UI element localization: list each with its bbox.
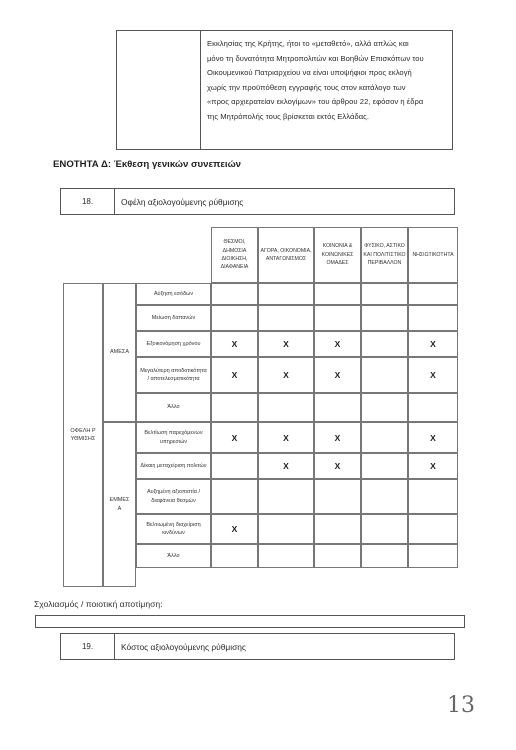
group-label-indirect	[103, 422, 136, 587]
benefit-mark-cell	[361, 479, 408, 514]
benefit-mark-cell: X	[408, 422, 458, 453]
benefit-mark-cell: X	[258, 331, 314, 357]
benefit-row-label: Βελτιωμένη διαχείριση κινδύνων	[136, 514, 211, 544]
benefit-row-label: Εξοικονόμηση χρόνου	[136, 331, 211, 357]
benefit-mark-cell	[258, 514, 314, 544]
section-title: ΕΝΟΤΗΤΑ Δ: Έκθεση γενικών συνεπειών	[53, 159, 242, 170]
benefit-row-label: Αύξηση εσόδων	[136, 283, 211, 305]
item-18-row	[60, 188, 455, 215]
benefit-mark-cell	[408, 393, 458, 422]
column-header: ΝΗΣΙΩΤΙΚΟΤΗΤΑ	[408, 227, 458, 283]
continuation-line: της Μητρόπολής τους βρίσκεται εκτός Ελλάδας.	[207, 111, 370, 121]
benefit-mark-cell: X	[211, 357, 258, 393]
item-19-row	[60, 633, 455, 660]
continuation-line: χωρίς την προϋπόθεση εγγραφής τους στον κατάλογο των	[207, 82, 406, 92]
benefit-mark-cell	[361, 422, 408, 453]
benefit-mark-cell	[408, 544, 458, 568]
column-header: ΦΥΣΙΚΟ, ΑΣΤΙΚΟ ΚΑΙ ΠΟΛΙΤΙΣΤΙΚΟ ΠΕΡΙΒΑΛΛΟΝ	[361, 227, 408, 283]
benefit-row-label: Μεγαλύτερη αποδοτικότητα / αποτελεσματικότητα	[136, 357, 211, 393]
benefit-mark-cell	[408, 479, 458, 514]
benefit-mark-cell: X	[314, 422, 361, 453]
benefit-mark-cell: X	[211, 331, 258, 357]
benefit-mark-cell	[314, 305, 361, 331]
continuation-line: Οικουμενικού Πατριαρχείου να είναι υποψήφιοι προς εκλογή	[207, 68, 412, 78]
benefit-mark-cell: X	[408, 453, 458, 479]
continuation-line: Εκκλησίας της Κρήτης, ήτοι το «μεταθετό», αλλά απλώς και	[207, 39, 409, 48]
benefit-mark-cell	[211, 305, 258, 331]
benefit-row-label: Αυξημένη αξιοπιστία / διαφάνεια θεσμών	[136, 479, 211, 514]
benefit-mark-cell: X	[258, 357, 314, 393]
benefit-mark-cell	[361, 305, 408, 331]
row-header	[63, 283, 103, 587]
column-header: ΘΕΣΜΟΙ, ΔΗΜΟΣΙΑ ΔΙΟΙΚΗΣΗ, ΔΙΑΦΑΝΕΙΑ	[211, 227, 258, 283]
benefit-row-label: Μείωση δαπανών	[136, 305, 211, 331]
benefit-mark-cell	[408, 514, 458, 544]
benefit-mark-cell	[258, 479, 314, 514]
benefit-row-label: Άλλο	[136, 544, 211, 568]
benefit-mark-cell	[258, 544, 314, 568]
comment-label: Σχολιασμός / ποιοτική αποτίμηση:	[34, 599, 163, 609]
column-header: ΚΟΙΝΩΝΙΑ & ΚΟΙΝΩΝΙΚΕΣ ΟΜΑΔΕΣ	[314, 227, 361, 283]
benefit-mark-cell	[258, 283, 314, 305]
benefit-mark-cell: X	[314, 331, 361, 357]
continuation-text	[207, 37, 447, 125]
item-18-label: Οφέλη αξιολογούμενης ρύθμισης	[121, 196, 244, 207]
continuation-table	[116, 30, 453, 150]
benefit-mark-cell	[211, 544, 258, 568]
benefits-table	[63, 227, 458, 587]
item-19-label: Κόστος αξιολογούμενης ρύθμισης	[121, 641, 246, 652]
page-number: 13	[447, 693, 475, 718]
benefit-mark-cell	[408, 305, 458, 331]
benefit-mark-cell	[361, 514, 408, 544]
benefit-mark-cell	[361, 453, 408, 479]
continuation-line: «προς αρχιερατείαν εκλογίμων» του άρθρου 22, εφόσον η έδρα	[207, 97, 424, 107]
benefit-mark-cell	[314, 393, 361, 422]
benefit-mark-cell	[314, 479, 361, 514]
benefit-row-label: Άλλο	[136, 393, 211, 422]
benefit-mark-cell	[361, 357, 408, 393]
benefit-mark-cell: X	[408, 357, 458, 393]
benefit-row-label: Βελτίωση παρεχόμενων υπηρεσιών	[136, 422, 211, 453]
row-header-label: ΟΦΕΛΗ ΡΥΘΜΙΣΗΣ	[70, 427, 96, 442]
benefit-mark-cell	[314, 544, 361, 568]
column-header: ΑΓΟΡΑ, ΟΙΚΟΝΟΜΙΑ, ΑΝΤΑΓΩΝΙΣΜΟΣ	[258, 227, 314, 283]
benefit-mark-cell	[314, 283, 361, 305]
benefit-mark-cell	[314, 514, 361, 544]
comment-field[interactable]	[35, 615, 465, 628]
benefit-row-label: Δίκαιη μεταχείριση πολιτών	[136, 453, 211, 479]
benefit-mark-cell: X	[211, 514, 258, 544]
benefit-mark-cell	[258, 305, 314, 331]
benefit-mark-cell	[211, 393, 258, 422]
benefit-mark-cell: X	[408, 331, 458, 357]
continuation-left-cell	[117, 31, 201, 149]
benefit-mark-cell	[211, 283, 258, 305]
benefit-mark-cell: X	[314, 453, 361, 479]
group-label-indirect-text: ΕΜΜΕΣΑ	[109, 497, 130, 512]
benefit-mark-cell: X	[258, 453, 314, 479]
benefit-mark-cell	[361, 393, 408, 422]
benefit-mark-cell	[361, 544, 408, 568]
benefit-mark-cell: X	[258, 422, 314, 453]
benefit-mark-cell	[361, 283, 408, 305]
benefit-mark-cell: X	[211, 422, 258, 453]
continuation-line: μόνο τη δυνατότητα Μητροπολιτών και Βοηθών Επισκόπων του	[207, 53, 424, 63]
benefit-mark-cell: X	[314, 357, 361, 393]
benefit-mark-cell	[211, 479, 258, 514]
benefit-mark-cell	[258, 393, 314, 422]
benefit-mark-cell	[361, 331, 408, 357]
item-19-number: 19.	[61, 634, 115, 659]
benefit-mark-cell	[211, 453, 258, 479]
group-label-direct: ΑΜΕΣΑ	[103, 283, 136, 422]
item-18-number: 18.	[61, 189, 115, 214]
benefit-mark-cell	[408, 283, 458, 305]
